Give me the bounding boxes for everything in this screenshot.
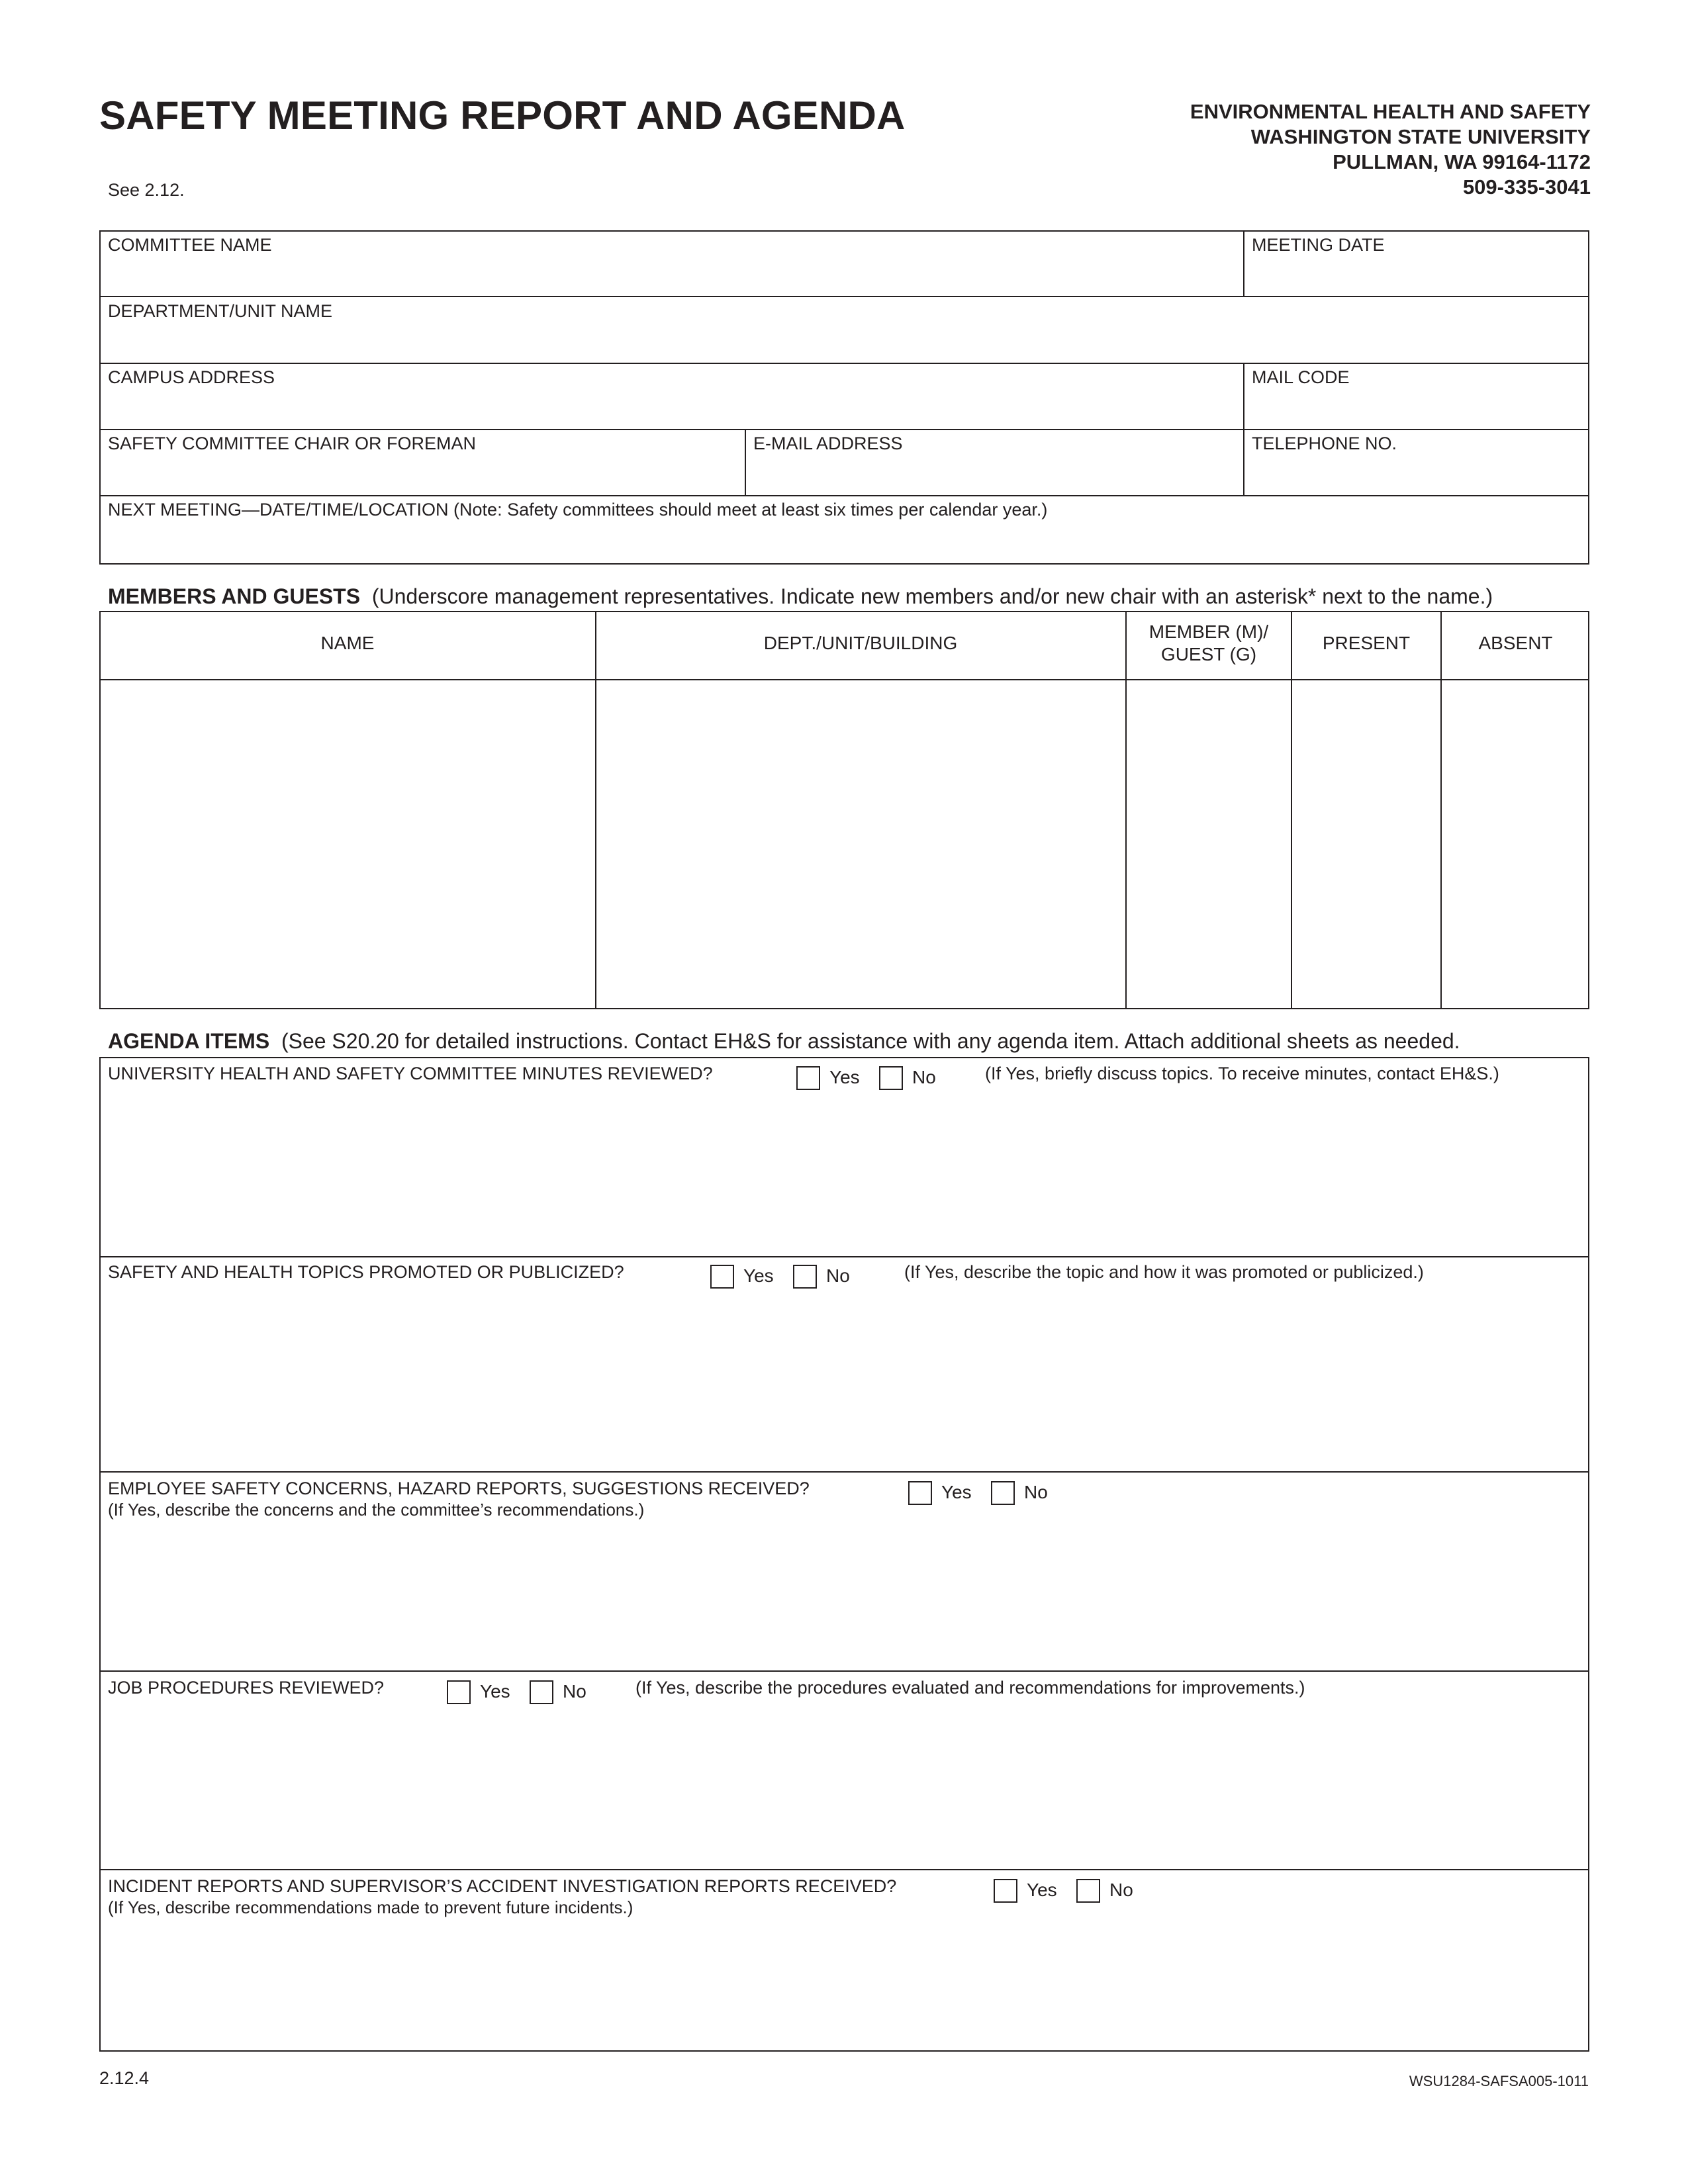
- agenda-heading: AGENDA ITEMS: [108, 1029, 270, 1053]
- col-absent-header: ABSENT: [1478, 633, 1553, 653]
- incidents-response-area[interactable]: [101, 1919, 1588, 2050]
- agenda-item-minutes-question: UNIVERSITY HEALTH AND SAFETY COMMITTEE MINUTES REVIEWED?: [108, 1064, 713, 1083]
- no-label: No: [826, 1265, 850, 1286]
- agenda-item-incidents-question: INCIDENT REPORTS AND SUPERVISOR’S ACCIDENT INVESTIGATION REPORTS RECEIVED?: [108, 1876, 897, 1896]
- members-note: (Underscore management representatives. Indicate new members and/or new chair with an asterisk* next to the name.): [371, 584, 1493, 608]
- topics-response-area[interactable]: [101, 1291, 1588, 1470]
- col-member-line1: MEMBER (M)/: [1149, 621, 1269, 642]
- org-line: PULLMAN, WA 99164-1172: [1333, 150, 1591, 173]
- agenda-note: (See S20.20 for detailed instructions. Contact EH&S for assistance with any agenda item. Attach additional sheets as needed.: [281, 1029, 1460, 1053]
- col-member-line2: GUEST (G): [1160, 644, 1257, 664]
- agenda-item-topics-question: SAFETY AND HEALTH TOPICS PROMOTED OR PUBLICIZED?: [108, 1262, 624, 1282]
- minutes-no-checkbox[interactable]: [879, 1066, 903, 1090]
- divider: [1243, 363, 1244, 496]
- department-unit-name-field[interactable]: DEPARTMENT/UNIT NAME: [108, 301, 333, 321]
- page-reference: 2.12.4: [99, 2068, 150, 2088]
- incidents-no-checkbox[interactable]: [1076, 1879, 1100, 1903]
- divider: [99, 1471, 1589, 1473]
- concerns-no-checkbox[interactable]: [991, 1481, 1015, 1505]
- org-address-block: [1190, 99, 1591, 200]
- yes-label: Yes: [480, 1681, 510, 1702]
- procedures-no-checkbox[interactable]: [530, 1680, 553, 1704]
- no-label: No: [1109, 1880, 1133, 1900]
- no-label: No: [912, 1067, 936, 1087]
- chair-or-foreman-field[interactable]: SAFETY COMMITTEE CHAIR OR FOREMAN: [108, 433, 477, 453]
- committee-name-field[interactable]: COMMITTEE NAME: [108, 235, 272, 255]
- procedures-response-area[interactable]: [101, 1707, 1588, 1868]
- col-name-header: NAME: [320, 633, 375, 653]
- org-phone: 509-335-3041: [1462, 175, 1591, 199]
- divider: [99, 1256, 1589, 1257]
- email-address-field[interactable]: E-MAIL ADDRESS: [753, 433, 903, 453]
- divider: [99, 495, 1589, 496]
- members-heading: MEMBERS AND GUESTS: [108, 584, 361, 608]
- see-reference: See 2.12.: [108, 180, 185, 200]
- org-line: ENVIRONMENTAL HEALTH AND SAFETY: [1190, 100, 1591, 123]
- divider: [99, 363, 1589, 364]
- meeting-date-field[interactable]: MEETING DATE: [1252, 235, 1385, 255]
- agenda-item-topics-hint: (If Yes, describe the topic and how it was promoted or publicized.): [904, 1262, 1424, 1282]
- agenda-item-concerns-question: EMPLOYEE SAFETY CONCERNS, HAZARD REPORTS, SUGGESTIONS RECEIVED?: [108, 1479, 810, 1498]
- yes-label: Yes: [941, 1482, 972, 1502]
- no-label: No: [1024, 1482, 1048, 1502]
- topics-yes-checkbox[interactable]: [710, 1265, 734, 1289]
- members-section-heading: [108, 584, 1493, 609]
- yes-label: Yes: [1027, 1880, 1057, 1900]
- agenda-section-heading: [108, 1029, 1460, 1054]
- page-title: SAFETY MEETING REPORT AND AGENDA: [99, 93, 906, 138]
- minutes-response-area[interactable]: [101, 1092, 1588, 1255]
- incidents-yes-checkbox[interactable]: [994, 1879, 1017, 1903]
- agenda-item-incidents-subnote: (If Yes, describe recommendations made to prevent future incidents.): [108, 1897, 633, 1917]
- col-present-header: PRESENT: [1322, 633, 1411, 653]
- form-code: WSU1284-SAFSA005-1011: [1409, 2073, 1589, 2089]
- campus-address-field[interactable]: CAMPUS ADDRESS: [108, 367, 275, 387]
- col-member-guest-header: [1127, 621, 1291, 666]
- no-label: No: [563, 1681, 586, 1702]
- agenda-item-procedures-hint: (If Yes, describe the procedures evaluated and recommendations for improvements.): [635, 1678, 1305, 1698]
- divider: [99, 429, 1589, 430]
- next-meeting-field[interactable]: NEXT MEETING—DATE/TIME/LOCATION (Note: Safety committees should meet at least six times per calendar year.): [108, 500, 1048, 520]
- yes-label: Yes: [829, 1067, 860, 1087]
- divider: [745, 429, 746, 496]
- mail-code-field[interactable]: MAIL CODE: [1252, 367, 1350, 387]
- telephone-field[interactable]: TELEPHONE NO.: [1252, 433, 1397, 453]
- minutes-yes-checkbox[interactable]: [796, 1066, 820, 1090]
- agenda-item-minutes-hint: (If Yes, briefly discuss topics. To receive minutes, contact EH&S.): [985, 1064, 1499, 1083]
- yes-label: Yes: [743, 1265, 774, 1286]
- divider: [99, 1869, 1589, 1870]
- members-entry-area[interactable]: [101, 680, 1588, 1008]
- divider: [99, 1670, 1589, 1672]
- procedures-yes-checkbox[interactable]: [447, 1680, 471, 1704]
- col-dept-header: DEPT./UNIT/BUILDING: [763, 633, 958, 653]
- divider: [99, 296, 1589, 297]
- divider: [1243, 230, 1244, 296]
- concerns-yes-checkbox[interactable]: [908, 1481, 932, 1505]
- agenda-item-concerns-subnote: (If Yes, describe the concerns and the committee’s recommendations.): [108, 1500, 645, 1520]
- concerns-response-area[interactable]: [101, 1522, 1588, 1669]
- topics-no-checkbox[interactable]: [793, 1265, 817, 1289]
- org-line: WASHINGTON STATE UNIVERSITY: [1250, 125, 1591, 148]
- agenda-item-procedures-question: JOB PROCEDURES REVIEWED?: [108, 1678, 385, 1698]
